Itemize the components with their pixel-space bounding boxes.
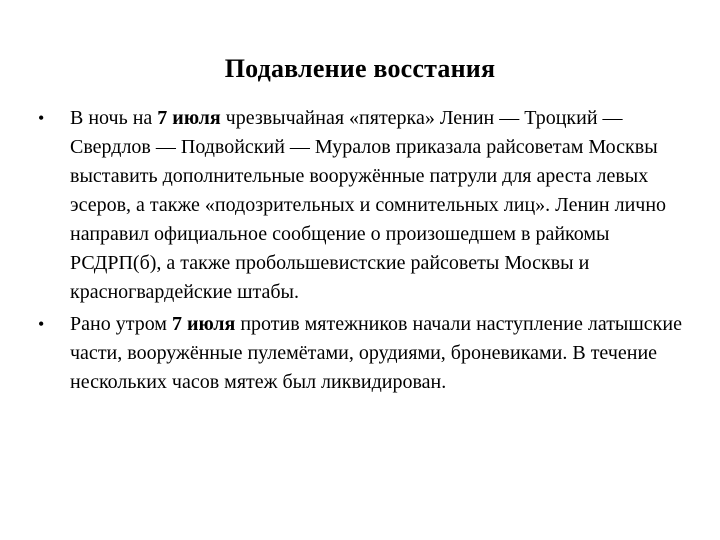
bullet-list	[36, 104, 686, 400]
text-run: чрезвычайная «пятерка» Ленин — Троцкий — Свердлов — Подвойский — Муралов приказала райсоветам Москвы выставить дополнительные вооружённые патрули для ареста левых эсеров, а также «подозрительных и сомнительных лиц». Ленин лично направил официальное сообщение о произошедшем в райкомы РСДРП(б), а также пробольшевистские райсоветы Москвы и красногвардейские штабы.	[70, 107, 667, 303]
bullet-item-1	[36, 104, 686, 307]
bullet-text	[70, 107, 666, 303]
slide-title: Подавление восстания	[224, 54, 496, 83]
bullet-item-2	[36, 310, 686, 397]
bullet-text	[70, 313, 682, 393]
bullet-marker: •	[38, 108, 45, 128]
text-run: Рано утром	[70, 313, 172, 335]
date-emphasis: 7 июля	[171, 313, 236, 335]
text-run: В ночь на	[70, 107, 158, 129]
text-run: против мятежников начали наступление латышские части, вооружённые пулемётами, орудиями, броневиками. В течение нескольких часов мятеж был ликвидирован.	[70, 313, 682, 393]
date-emphasis: 7 июля	[157, 107, 221, 129]
bullet-marker: •	[38, 314, 45, 334]
